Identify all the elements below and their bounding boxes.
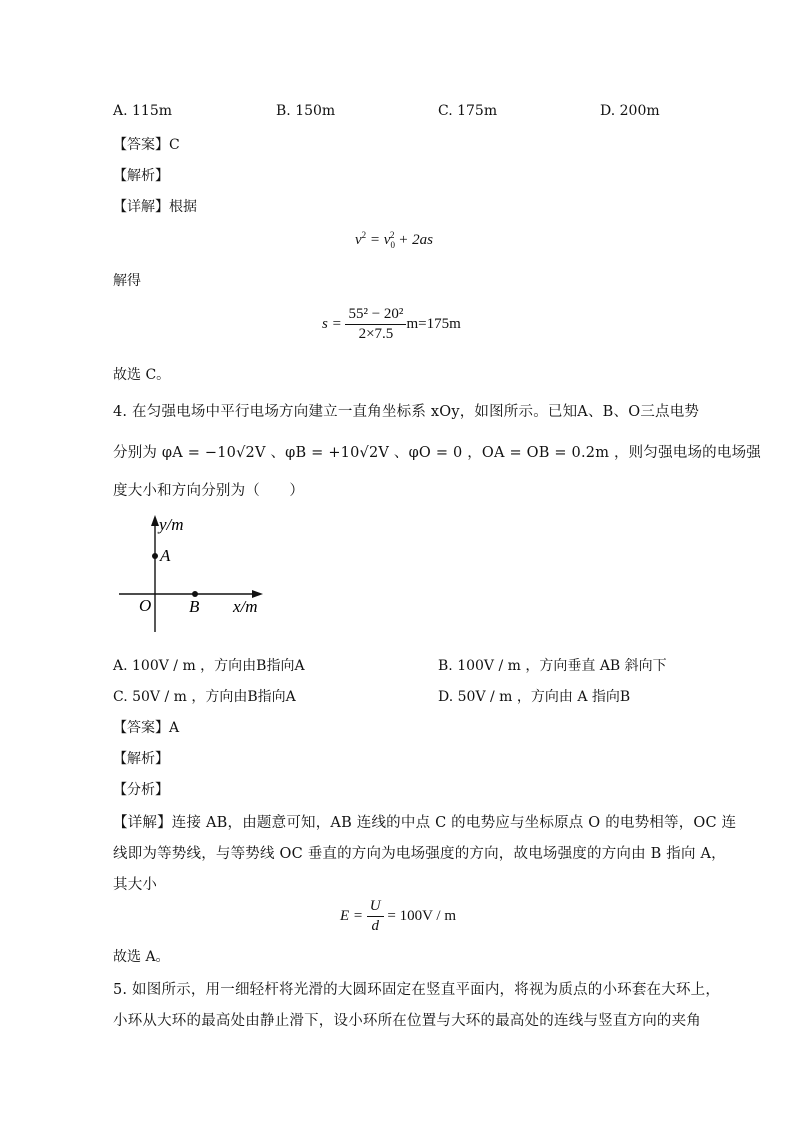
q4-option-a: A. 100V / m ，方向由B指向A xyxy=(113,658,305,674)
q3-equation-kinematics: $v^2 = v_0^2 + 2as$ xyxy=(355,230,433,250)
eq3-numerator: U xyxy=(367,898,384,917)
q4-stem-line3: 度大小和方向分别为（ ） xyxy=(113,483,305,499)
eq3-tail: = 100V / m xyxy=(383,907,456,924)
eq3-denominator: d xyxy=(371,918,379,934)
eq2-fraction xyxy=(345,306,406,343)
eq1-rhs: = v xyxy=(366,232,391,248)
q3-conclusion: 故选 C。 xyxy=(113,367,171,383)
q5-stem-line2: 小环从大环的最高处由静止滑下，设小环所在位置与大环的最高处的连线与竖直方向的夹角 xyxy=(113,1013,701,1029)
q4-option-c: C. 50V / m ，方向由B指向A xyxy=(113,689,296,705)
point-b-label: B xyxy=(189,597,200,616)
q4-analysis-tag: 【解析】 xyxy=(113,751,169,767)
q4-answer: 【答案】A xyxy=(113,720,180,736)
q3-answer: 【答案】C xyxy=(113,137,180,153)
y-axis-label: y/m xyxy=(159,515,184,534)
q4-fenxi-tag: 【分析】 xyxy=(113,782,169,798)
q4-detail-line3: 其大小 xyxy=(113,877,158,893)
q4-equation-field xyxy=(340,898,456,935)
q4-detail-line2: 线即为等势线，与等势线 OC 垂直的方向为电场强度的方向，故电场强度的方向由 B 指向 A， xyxy=(113,846,726,862)
point-a xyxy=(152,553,158,559)
eq3-fraction xyxy=(367,898,384,935)
eq1-lhs: v xyxy=(355,232,362,248)
point-a-label: A xyxy=(160,546,171,565)
q3-equation-result xyxy=(322,306,461,343)
q4-option-d: D. 50V / m ，方向由 A 指向B xyxy=(438,689,631,705)
eq2-lhs: s = xyxy=(322,315,346,332)
q5-stem-line1: 5. 如图所示，用一细轻杆将光滑的大圆环固定在竖直平面内，将视为质点的小环套在大环上， xyxy=(113,982,721,998)
q3-analysis-tag: 【解析】 xyxy=(113,168,169,184)
eq2-denominator: 2×7.5 xyxy=(358,326,394,342)
q3-option-c: C. 175m xyxy=(438,103,498,119)
q3-solve-word: 解得 xyxy=(113,273,141,289)
q4-detail-line1: 【详解】连接 AB，由题意可知，AB 连线的中点 C 的电势应与坐标原点 O 的电势相等，OC 连 xyxy=(113,815,737,831)
x-axis-label: x/m xyxy=(233,597,258,616)
eq3-lhs: E = xyxy=(340,907,367,924)
q4-option-b: B. 100V / m ，方向垂直 AB 斜向下 xyxy=(438,658,667,674)
q3-option-a: A. 115m xyxy=(113,103,173,119)
q3-option-d: D. 200m xyxy=(600,103,660,119)
q4-stem-line2: 分别为 φA = −10√2V 、φB = +10√2V 、φO = 0 ，OA = OB = 0.2m ，则匀强电场的电场强 xyxy=(113,445,761,461)
origin-label: O xyxy=(139,596,152,615)
q4-coordinate-figure xyxy=(115,510,275,635)
y-axis-arrow xyxy=(151,515,159,526)
eq2-tail: m=175m xyxy=(406,315,461,332)
eq2-numerator: 55² − 20² xyxy=(345,306,406,325)
q3-detail-tag: 【详解】根据 xyxy=(113,199,197,215)
q4-conclusion: 故选 A。 xyxy=(113,949,170,965)
q4-stem-line1: 4. 在匀强电场中平行电场方向建立一直角坐标系 xOy，如图所示。已知A、B、O三点电势 xyxy=(113,404,700,420)
eq1-tail: + 2as xyxy=(394,232,433,248)
q3-option-b: B. 150m xyxy=(276,103,336,119)
